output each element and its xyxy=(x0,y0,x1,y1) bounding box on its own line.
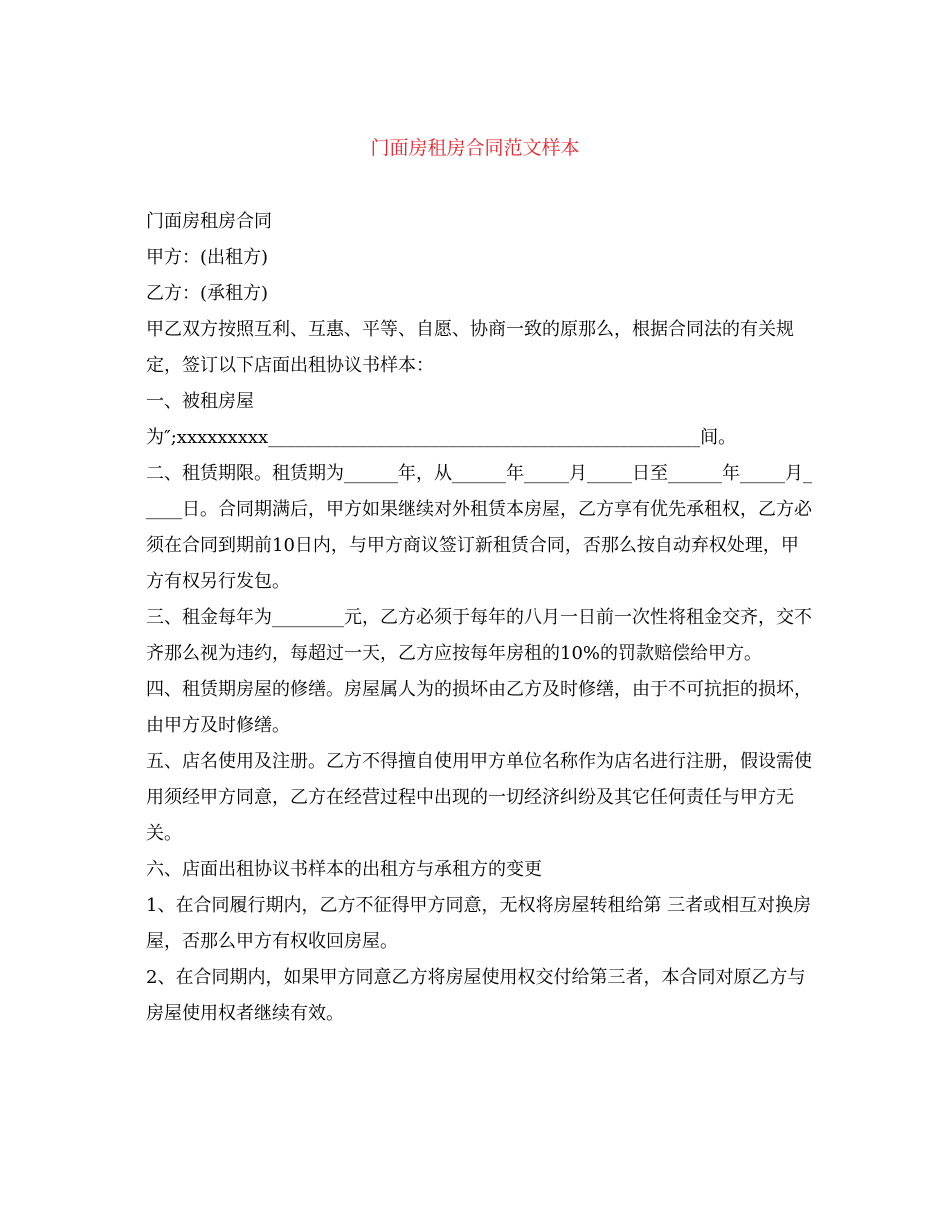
paragraph-section-6-item-1: 1、在合同履行期内，乙方不征得甲方同意，无权将房屋转租给第 三者或相互对换房屋，否那么甲方有权收回房屋。 xyxy=(146,895,812,952)
paragraph-section-6-item-2: 2、在合同期内，如果甲方同意乙方将房屋使用权交付给第三者，本合同对原乙方与房屋使用权者继续有效。 xyxy=(146,967,806,1024)
paragraph-section-4: 四、租赁期房屋的修缮。房屋属人为的损坏由乙方及时修缮，由于不可抗拒的损坏，由甲方及时修缮。 xyxy=(146,679,812,736)
paragraph-contract-heading: 门面房租房合同 xyxy=(146,211,272,232)
paragraph-preamble: 甲乙双方按照互利、互惠、平等、自愿、协商一致的原那么，根据合同法的有关规定，签订以下店面出租协议书样本： xyxy=(146,319,794,376)
paragraph-section-5: 五、店名使用及注册。乙方不得擅自使用甲方单位名称作为店名进行注册，假设需使用须经甲方同意，乙方在经营过程中出现的一切经济纠纷及其它任何责任与甲方无关。 xyxy=(146,751,812,844)
paragraph-section-6: 六、店面出租协议书样本的出租方与承租方的变更 xyxy=(146,859,542,880)
paragraph-party-b: 乙方：(承租方) xyxy=(146,283,269,304)
document-body xyxy=(146,204,816,1032)
paragraph-section-2: 二、租赁期限。租赁期为______年，从______年_____月_____日至______年_____月_____日。合同期满后，甲方如果继续对外租赁本房屋，乙方享有优先承租权，乙方必须在合同到期前10日内，与甲方商议签订新租赁合同，否那么按自动弃权处理，甲方有权另行发包。 xyxy=(146,463,812,592)
paragraph-party-a: 甲方：(出租方) xyxy=(146,247,269,268)
paragraph-section-1: 一、被租房屋 xyxy=(146,391,254,412)
paragraph-section-3: 三、租金每年为________元，乙方必须于每年的八月一日前一次性将租金交齐，交不齐那么视为违约，每超过一天，乙方应按每年房租的10%的罚款赔偿给甲方。 xyxy=(146,607,812,664)
document-title: 门面房租房合同范文样本 xyxy=(370,137,580,159)
paragraph-section-1-detail: 为″;xxxxxxxxx________________________________________________间。 xyxy=(146,427,737,448)
